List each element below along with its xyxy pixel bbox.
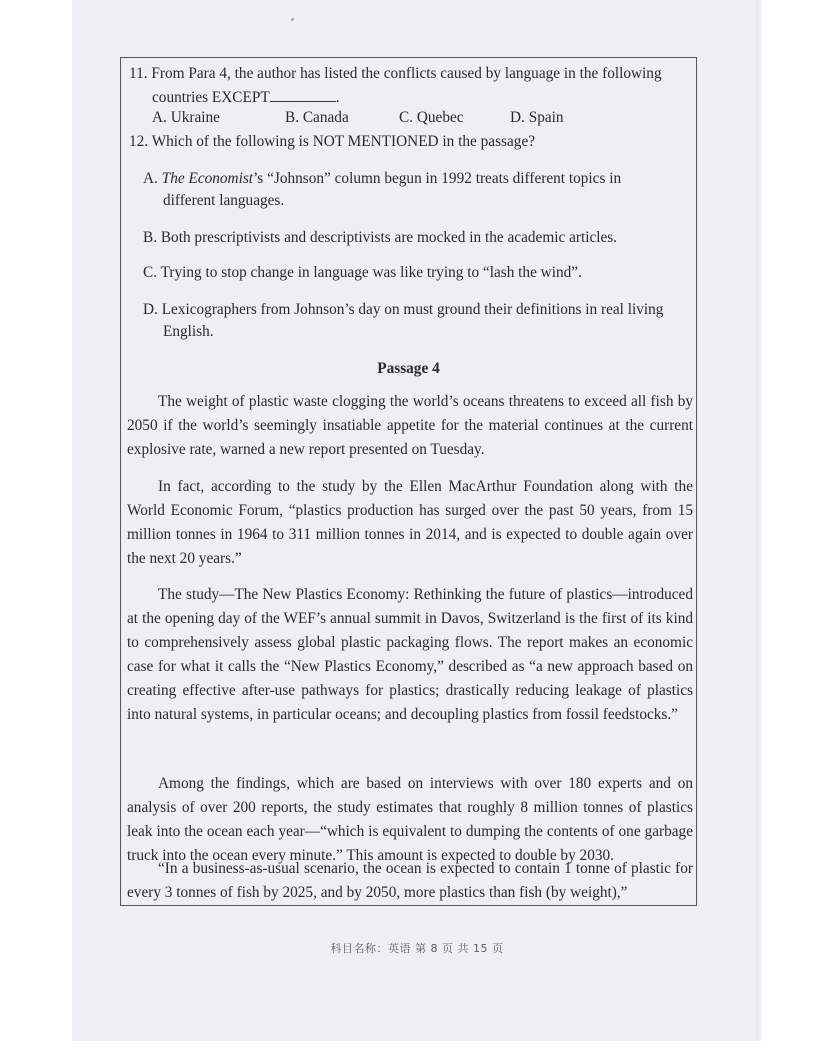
passage-paragraph-4: Among the findings, which are based on interviews with over 180 experts and on analysis of over 200 reports, the study estimates that roughly 8 million tonnes of plastics leak into the ocean each year—“which is equivalent to dumping the contents of one garbage truck into the ocean every minute.” This amount is expected to double by 2030. <box>127 775 693 865</box>
option-c: C. Trying to stop change in language was like trying to “lash the wind”. <box>143 264 582 281</box>
option-a: A. Ukraine <box>152 109 220 126</box>
question-number: 11. <box>129 65 148 82</box>
scanned-page <box>72 0 762 1041</box>
question-11-stem-line1: 11. From Para 4, the author has listed the conflicts caused by language in the following <box>129 65 662 82</box>
exam-content-box <box>120 57 697 906</box>
question-12-stem: 12. Which of the following is NOT MENTIONED in the passage? <box>129 133 536 150</box>
option-d: D. Spain <box>510 109 564 126</box>
page-edge <box>756 0 762 1041</box>
option-d-continued: English. <box>163 323 214 340</box>
passage-paragraph-2: In fact, according to the study by the Ellen MacArthur Foundation along with the World Economic Forum, “plastics production has surged over the past 50 years, from 15 million tonnes in 1964 to 311 million tonnes in 2014, and is expected to double again over the next 20 years.” <box>127 478 693 568</box>
answer-blank <box>270 87 336 102</box>
option-a-continued: different languages. <box>163 192 285 209</box>
passage-paragraph-3: The study—The New Plastics Economy: Rethinking the future of plastics—introduced at the opening day of the WEF’s annual summit in Davos, Switzerland is the first of its kind to comprehensively assess global plastic packaging flows. The report makes an economic case for what it calls the “New Plastics Economy,” described as “a new approach based on creating effective after-use pathways for plastics; drastically reducing leakage of plastics into natural systems, in particular oceans; and decoupling plastics from fossil feedstocks.” <box>127 586 693 724</box>
option-c: C. Quebec <box>399 109 464 126</box>
question-11-stem-line2: countries EXCEPT . <box>152 89 340 106</box>
passage-title: Passage 4 <box>377 360 440 377</box>
question-number: 12. <box>129 133 149 150</box>
option-d: D. Lexicographers from Johnson’s day on must ground their definitions in real living <box>143 301 664 318</box>
option-b: B. Canada <box>285 109 349 126</box>
scan-speck <box>291 18 294 21</box>
passage-paragraph-1: The weight of plastic waste clogging the world’s oceans threatens to exceed all fish by 2050 if the world’s seemingly insatiable appetite for the material continues at the current explosive rate, warned a new report presented on Tuesday. <box>127 393 693 459</box>
passage-paragraph-5: “In a business-as-usual scenario, the ocean is expected to contain 1 tonne of plastic for every 3 tonnes of fish by 2025, and by 2050, more plastics than fish (by weight),” <box>127 860 693 902</box>
option-b: B. Both prescriptivists and descriptivists are mocked in the academic articles. <box>143 229 618 246</box>
page-footer: 科目名称：英语 第 8 页 共 15 页 <box>330 942 504 955</box>
question-11-options <box>152 109 672 127</box>
option-a: A. The Economist’s “Johnson” column begun in 1992 treats different topics in <box>143 170 622 187</box>
